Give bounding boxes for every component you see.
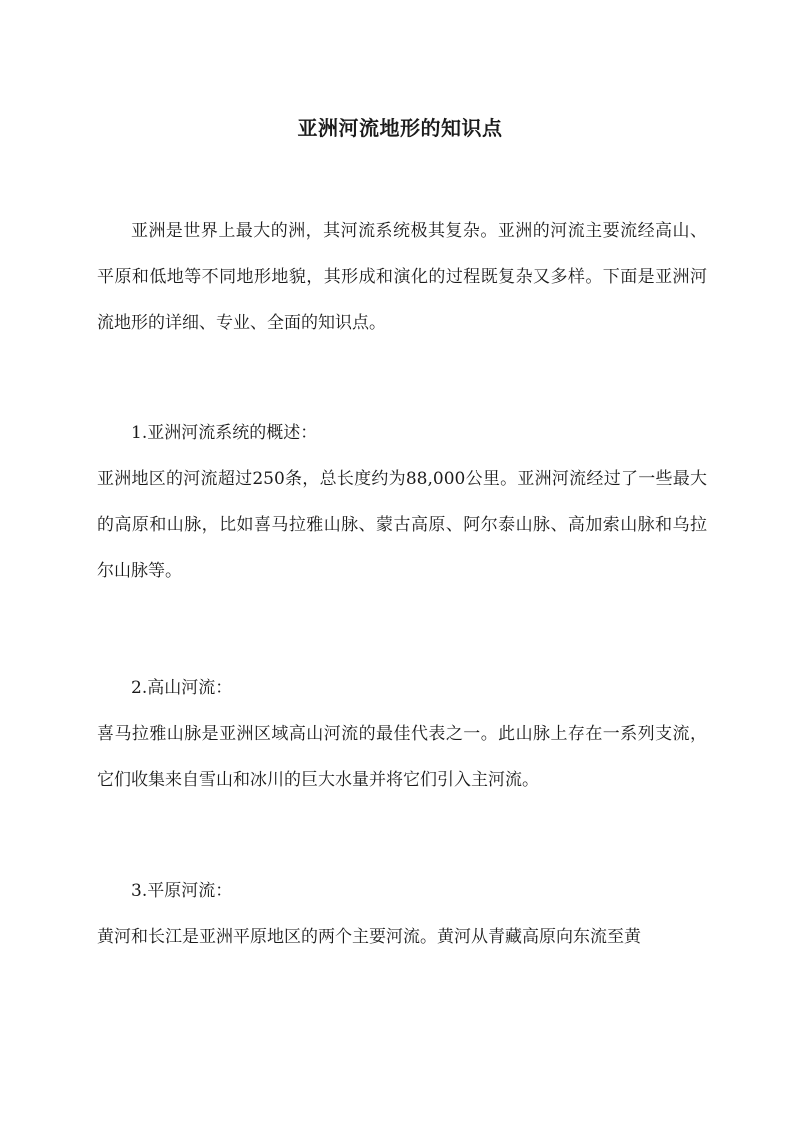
section-1-heading: 1.亚洲河流系统的概述：: [131, 423, 318, 443]
document-title: 亚洲河流地形的知识点: [297, 116, 503, 141]
section-3-body: 黄河和长江是亚洲平原地区的两个主要河流。黄河从青藏高原向东流至黄: [97, 927, 641, 947]
section-2-body: 喜马拉雅山脉是亚洲区域高山河流的最佳代表之一。此山脉上存在一系列支流，它们收集来自雪山和冰川的巨大水量并将它们引入主河流。: [97, 724, 707, 790]
section-2-heading: 2.高山河流：: [131, 678, 233, 698]
section-3-heading: 3.平原河流：: [131, 881, 233, 901]
section-1-body: 亚洲地区的河流超过250条，总长度约为88,000公里。亚洲河流经过了一些最大的高原和山脉，比如喜马拉雅山脉、蒙古高原、阿尔泰山脉、高加索山脉和乌拉尔山脉等。: [97, 469, 707, 581]
intro-paragraph: 亚洲是世界上最大的洲，其河流系统极其复杂。亚洲的河流主要流经高山、平原和低地等不同地形地貌，其形成和演化的过程既复杂又多样。下面是亚洲河流地形的详细、专业、全面的知识点。: [97, 221, 707, 333]
